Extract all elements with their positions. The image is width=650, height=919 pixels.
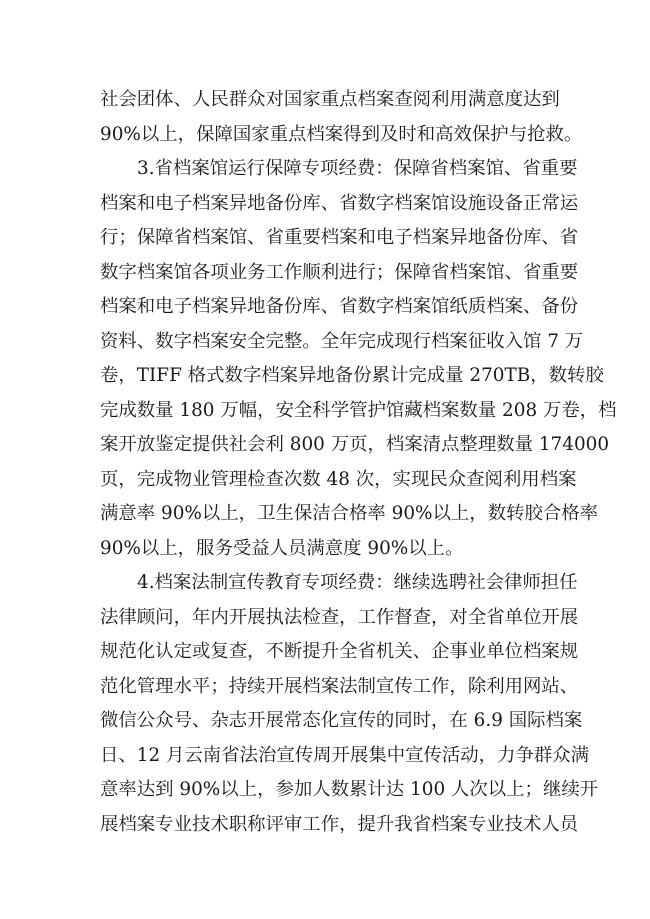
text-line: 案开放鉴定提供社会利 800 万页，档案清点整理数量 174000 — [100, 434, 610, 455]
text-line: 数字档案馆各项业务工作顺利进行；保障省档案馆、省重要 — [100, 262, 579, 283]
text-line: 意率达到 90%以上，参加人数累计达 100 人次以上；继续开 — [100, 779, 599, 800]
text-line: 展档案专业技术职称评审工作，提升我省档案专业技术人员 — [100, 814, 579, 835]
text-line: 社会团体、人民群众对国家重点档案查阅利用满意度达到 — [100, 89, 560, 110]
text-line: 微信公众号、杂志开展常态化宣传的同时，在 6.9 国际档案 — [100, 710, 583, 731]
text-line: 卷，TIFF 格式数字档案异地备份累计完成量 270TB，数转胶 — [100, 365, 604, 386]
text-line: 法律顾问，年内开展执法检查，工作督查，对全省单位开展 — [100, 607, 579, 628]
text-line: 规范化认定或复查，不断提升全省机关、企事业单位档案规 — [100, 641, 579, 662]
paragraph-heading-line: 4.档案法制宣传教育专项经费：继续选聘社会律师担任 — [137, 572, 578, 593]
text-line: 90%以上，保障国家重点档案得到及时和高效保护与抢救。 — [100, 124, 583, 145]
text-line: 档案和电子档案异地备份库、省数字档案馆纸质档案、备份 — [100, 296, 579, 317]
text-line: 完成数量 180 万幅，安全科学管护馆藏档案数量 208 万卷，档 — [100, 400, 617, 421]
text-line: 范化管理水平；持续开展档案法制宣传工作，除利用网站、 — [100, 676, 579, 697]
text-line: 资料、数字档案安全完整。全年完成现行档案征收入馆 7 万 — [100, 331, 584, 352]
text-line: 行；保障省档案馆、省重要档案和电子档案异地备份库、省 — [100, 227, 579, 248]
text-line: 90%以上，服务受益人员满意度 90%以上。 — [100, 538, 464, 559]
text-line: 满意率 90%以上，卫生保洁合格率 90%以上，数转胶合格率 — [100, 503, 599, 524]
text-line: 档案和电子档案异地备份库、省数字档案馆设施设备正常运 — [100, 193, 579, 214]
text-line: 日、12 月云南省法治宣传周开展集中宣传活动，力争群众满 — [100, 745, 590, 766]
text-line: 页，完成物业管理检查次数 48 次，实现民众查阅利用档案 — [100, 469, 577, 490]
paragraph-heading-line: 3.省档案馆运行保障专项经费：保障省档案馆、省重要 — [137, 158, 578, 179]
